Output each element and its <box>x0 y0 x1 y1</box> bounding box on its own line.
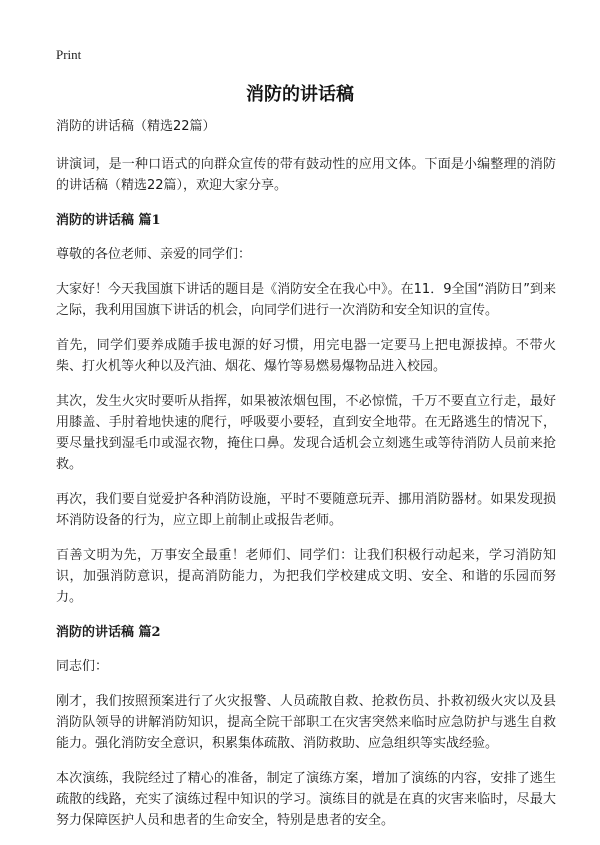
paragraph: 再次，我们要自觉爱护各种消防设施，平时不要随意玩弄、挪用消防器材。如果发现损坏消防设备的行为，应立即上前制止或报告老师。 <box>56 492 556 528</box>
paragraph: 大家好！今天我国旗下讲话的题目是《消防安全在我心中》。在11．9全国“消防日”到来之际，我利用国旗下讲话的机会，向同学们进行一次消防和安全知识的宣传。 <box>56 282 556 318</box>
intro-paragraph: 讲演词，是一种口语式的向群众宣传的带有鼓动性的应用文体。下面是小编整理的消防的讲话稿（精选22篇），欢迎大家分享。 <box>56 157 556 193</box>
article-body <box>56 116 556 845</box>
print-link[interactable]: Print <box>56 47 82 62</box>
paragraph: 首先，同学们要养成随手拔电源的好习惯，用完电器一定要马上把电源拔掉。不带火柴、打火机等火种以及汽油、烟花、爆竹等易燃易爆物品进入校园。 <box>56 338 556 374</box>
section-heading-2: 消防的讲话稿 篇2 <box>56 625 161 640</box>
paragraph: 其次，发生火灾时要听从指挥，如果被浓烟包围，不必惊慌，千万不要直立行走，最好用膝盖、手肘着地快速的爬行，呼吸要小要轻，直到安全地带。在无路逃生的情况下，要尽量找到湿毛巾或湿衣物，掩住口鼻。发现合适机会立刻逃生或等待消防人员前来抢救。 <box>56 394 556 472</box>
paragraph: 百善文明为先，万事安全最重！老师们、同学们：让我们积极行动起来，学习消防知识，加强消防意识，提高消防能力，为把我们学校建成文明、安全、和谐的乐园而努力。 <box>56 548 556 605</box>
paragraph: 尊敬的各位老师、亲爱的同学们： <box>56 247 252 262</box>
article-subtitle: 消防的讲话稿（精选22篇） <box>56 119 216 134</box>
section-heading-1: 消防的讲话稿 篇1 <box>56 213 161 228</box>
paragraph: 同志们： <box>56 659 109 674</box>
paragraph: 刚才，我们按照预案进行了火灾报警、人员疏散自救、抢救伤员、扑救初级火灾以及县消防队领导的讲解消防知识，提高全院干部职工在灾害突然来临时应急防护与逃生自救能力。强化消防安全意识，积累集体疏散、消防救助、应急组织等实战经验。 <box>56 694 556 751</box>
page-title: 消防的讲话稿 <box>246 84 354 105</box>
paragraph: 本次演练，我院经过了精心的准备，制定了演练方案，增加了演练的内容，安排了逃生疏散的线路，充实了演练过程中知识的学习。演练目的就是在真的灾害来临时，尽最大努力保障医护人员和患者的生命安全，特别是患者的安全。 <box>56 771 556 828</box>
